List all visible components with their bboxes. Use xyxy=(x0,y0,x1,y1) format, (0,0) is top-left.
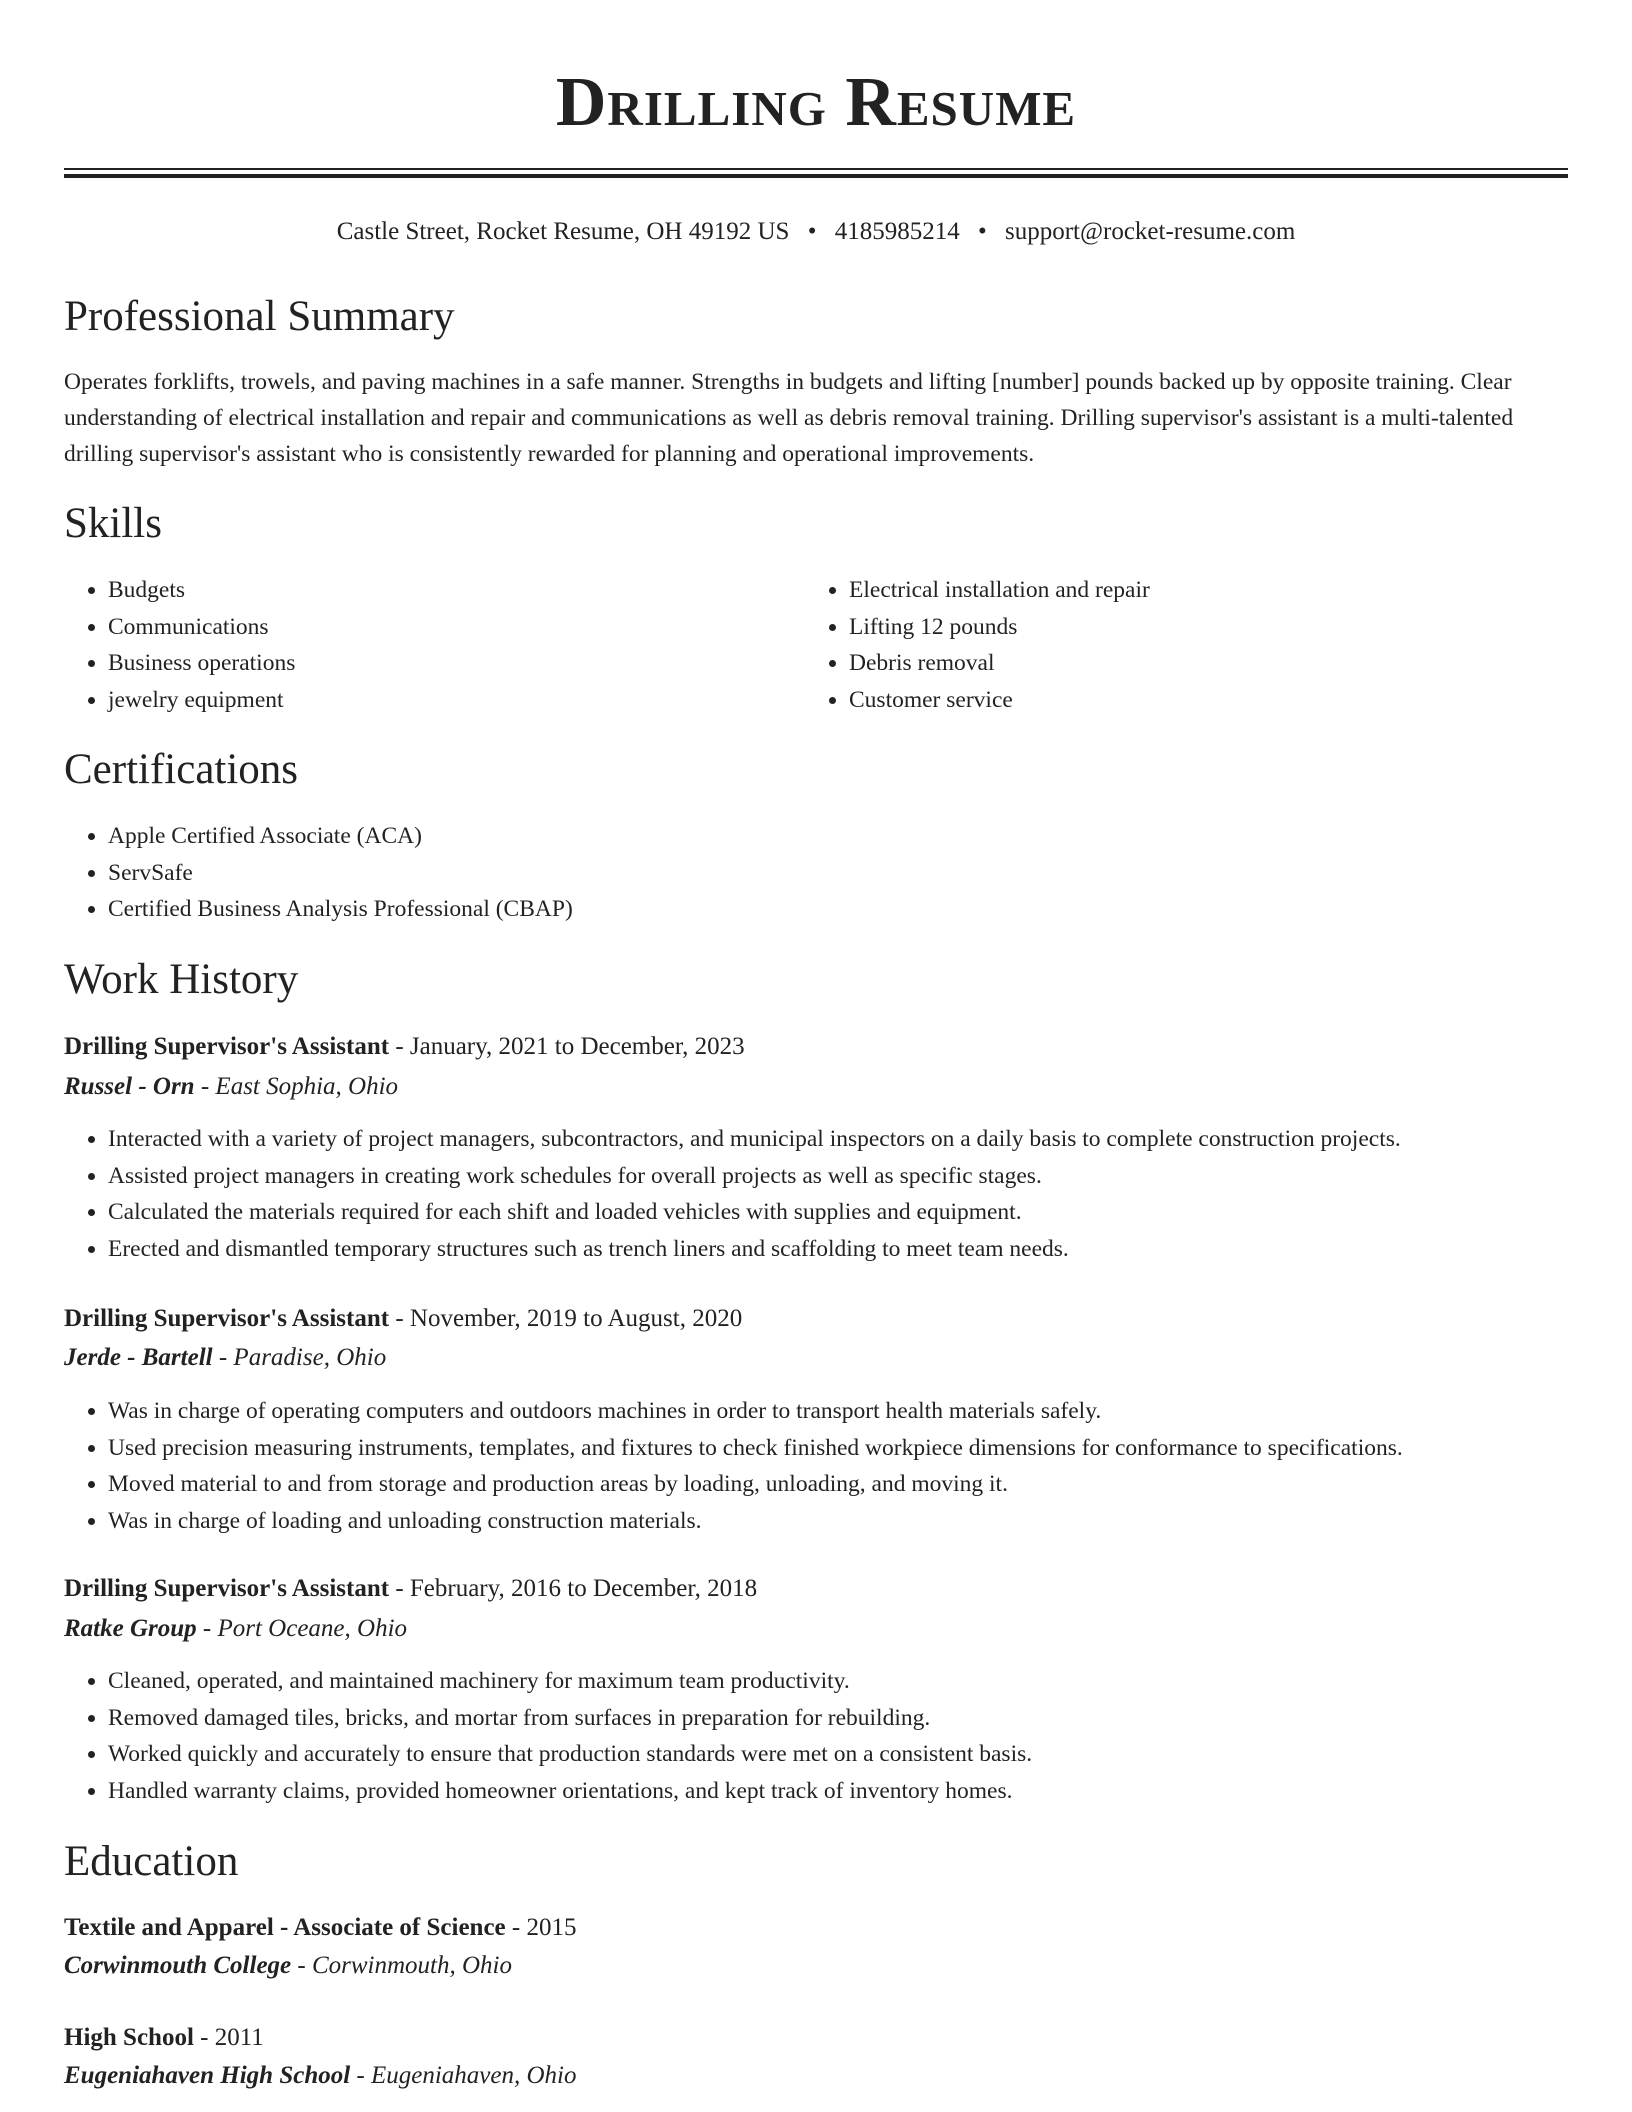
job-title-line xyxy=(64,1029,745,1065)
title-divider-thick xyxy=(64,174,1568,178)
job-bullet: • Was in charge of loading and unloading construction materials. xyxy=(108,1503,1608,1540)
job-bullet: • Cleaned, operated, and maintained machinery for maximum team productivity. xyxy=(108,1663,1608,1700)
job-dates: - November, 2019 to August, 2020 xyxy=(389,1305,743,1332)
job-company: Ratke Group xyxy=(64,1615,197,1642)
summary-heading: Professional Summary xyxy=(64,293,455,340)
job-bullets xyxy=(64,1393,1608,1539)
skill-item: • Lifting 12 pounds xyxy=(849,609,1609,646)
job-bullets xyxy=(64,1121,1608,1267)
job-bullets xyxy=(64,1663,1608,1809)
job-location: - Port Oceane, Ohio xyxy=(196,1615,408,1642)
certifications-heading: Certifications xyxy=(64,746,299,793)
job-location: - Paradise, Ohio xyxy=(212,1344,387,1371)
skills-heading: Skills xyxy=(64,500,162,547)
skill-item: • Customer service xyxy=(849,682,1609,719)
contact-phone: 4185985214 xyxy=(834,218,960,245)
job-bullet: • Assisted project managers in creating work schedules for overall projects as well as specific stages. xyxy=(108,1158,1608,1195)
education-degree-line xyxy=(64,1910,576,1946)
job-company-line xyxy=(64,1069,398,1105)
skill-item: • Electrical installation and repair xyxy=(849,572,1609,609)
job-dates: - January, 2021 to December, 2023 xyxy=(389,1033,745,1060)
certification-item: • Certified Business Analysis Professional (CBAP) xyxy=(108,891,1568,928)
education-location: - Corwinmouth, Ohio xyxy=(291,1952,512,1979)
job-bullet: • Handled warranty claims, provided homeowner orientations, and kept track of inventory homes. xyxy=(108,1773,1608,1810)
education-year: - 2015 xyxy=(505,1914,577,1941)
education-degree: Textile and Apparel - Associate of Science xyxy=(64,1914,506,1941)
job-bullet: • Calculated the materials required for each shift and loaded vehicles with supplies and equipment. xyxy=(108,1194,1608,1231)
title-divider-thin xyxy=(64,168,1568,170)
education-school: Corwinmouth College xyxy=(64,1952,292,1979)
job-title: Drilling Supervisor's Assistant xyxy=(64,1305,390,1332)
job-company: Russel - Orn xyxy=(64,1073,195,1100)
job-bullet: • Moved material to and from storage and production areas by loading, unloading, and moving it. xyxy=(108,1466,1608,1503)
job-title: Drilling Supervisor's Assistant xyxy=(64,1033,390,1060)
skills-list-right xyxy=(805,572,1609,718)
education-school-line xyxy=(64,1948,512,1984)
contact-separator: • xyxy=(977,218,987,245)
contact-email: support@rocket-resume.com xyxy=(1004,218,1296,245)
skill-item: • Debris removal xyxy=(849,645,1609,682)
skill-item: • Communications xyxy=(108,609,808,646)
skill-item: • jewelry equipment xyxy=(108,682,808,719)
job-bullet: • Worked quickly and accurately to ensure that production standards were met on a consistent basis. xyxy=(108,1736,1608,1773)
job-location: - East Sophia, Ohio xyxy=(194,1073,399,1100)
resume-title: Drilling Resume xyxy=(555,64,1077,141)
skill-item: • Budgets xyxy=(108,572,808,609)
education-location: - Eugeniahaven, Ohio xyxy=(350,2062,577,2089)
education-school: Eugeniahaven High School xyxy=(64,2062,351,2089)
certifications-list xyxy=(64,818,1568,928)
job-company-line xyxy=(64,1340,386,1376)
job-dates: - February, 2016 to December, 2018 xyxy=(389,1575,758,1602)
job-title-line xyxy=(64,1571,757,1607)
education-year: - 2011 xyxy=(193,2024,264,2051)
contact-address: Castle Street, Rocket Resume, OH 49192 US xyxy=(336,218,790,245)
education-school-line xyxy=(64,2058,577,2094)
job-title-line xyxy=(64,1301,742,1337)
certification-item: • Apple Certified Associate (ACA) xyxy=(108,818,1568,855)
job-company-line xyxy=(64,1611,407,1647)
education-degree: High School xyxy=(64,2024,194,2051)
contact-line xyxy=(0,214,1632,250)
job-bullet: • Removed damaged tiles, bricks, and mortar from surfaces in preparation for rebuilding. xyxy=(108,1700,1608,1737)
education-degree-line xyxy=(64,2020,264,2056)
job-title: Drilling Supervisor's Assistant xyxy=(64,1575,390,1602)
skill-item: • Business operations xyxy=(108,645,808,682)
work-history-heading: Work History xyxy=(64,956,299,1003)
summary-text: Operates forklifts, trowels, and paving machines in a safe manner. Strengths in budgets and lifting [number] pounds backed up by opposite training. Clear understanding of electrical installation and repair and communications as well as debris removal training. Drilling supervisor's assistant is a multi-talented drilling supervisor's assistant who is consistently rewarded for planning and operational improvements. xyxy=(64,369,1514,467)
job-bullet: • Erected and dismantled temporary structures such as trench liners and scaffolding to meet team needs. xyxy=(108,1231,1608,1268)
job-bullet: • Was in charge of operating computers and outdoors machines in order to transport health materials safely. xyxy=(108,1393,1608,1430)
job-bullet: • Used precision measuring instruments, templates, and fixtures to check finished workpiece dimensions for conformance to specifications. xyxy=(108,1430,1608,1467)
certification-item: • ServSafe xyxy=(108,855,1568,892)
job-bullet: • Interacted with a variety of project managers, subcontractors, and municipal inspectors on a daily basis to complete construction projects. xyxy=(108,1121,1608,1158)
skills-list-left xyxy=(64,572,808,718)
education-heading: Education xyxy=(64,1838,239,1885)
contact-separator: • xyxy=(807,218,817,245)
job-company: Jerde - Bartell xyxy=(64,1344,213,1371)
